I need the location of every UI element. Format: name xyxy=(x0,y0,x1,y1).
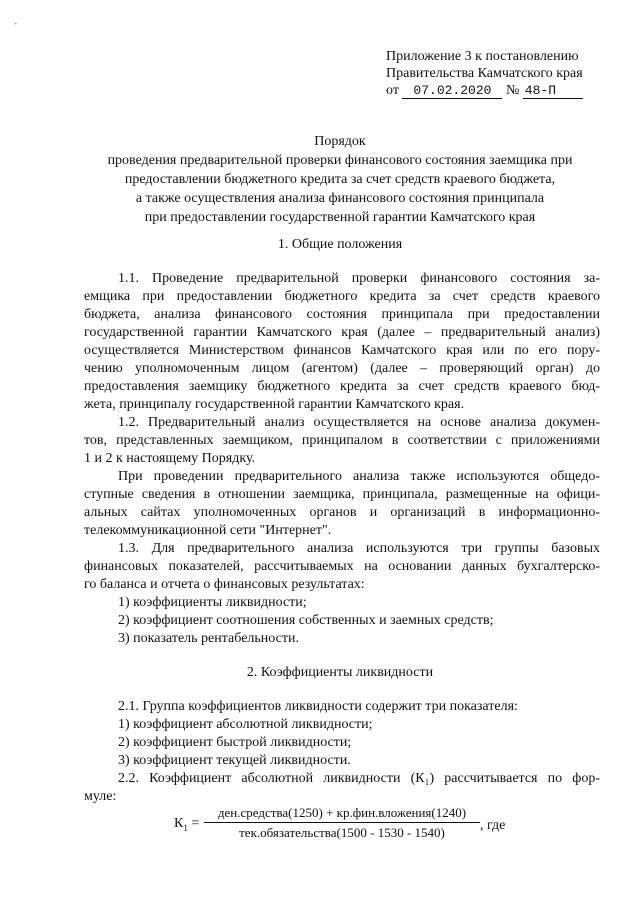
text-line: 1.1. Проведение предварительной проверки финансового состояния за- xyxy=(118,271,600,286)
text-line: 1 и 2 к настоящему Порядку. xyxy=(84,451,256,466)
from-label: от xyxy=(386,83,399,98)
paragraph-1-3 xyxy=(84,540,600,594)
section-2-intro: 2.1. Группа коэффициентов ликвидности содержит три показателя: xyxy=(118,699,518,714)
list-item: 3) коэффициент текущей ликвидности. xyxy=(118,753,351,768)
text-line: ступные сведения в отношении заемщика, принципала, размещенные на офици- xyxy=(84,487,600,502)
list-item: 2) коэффициент соотношения собственных и заемных средств; xyxy=(118,613,494,628)
formula-lhs xyxy=(174,816,199,833)
appendix-line-3 xyxy=(386,82,583,99)
paragraph-1-2 xyxy=(84,414,600,468)
title-line-2: проведения предварительной проверки финансового состояния заемщика при xyxy=(107,153,573,168)
text-line: предоставления заемщику бюджетного кредита за счет средств краевого бюд- xyxy=(84,379,600,394)
appendix-line-2: Правительства Камчатского края xyxy=(386,66,583,81)
resolution-number: 48-П xyxy=(523,83,583,99)
text-line: государственной гарантии Камчатского края (далее – предварительный анализ) xyxy=(84,325,600,340)
resolution-date: 07.02.2020 xyxy=(402,83,502,99)
number-label: № xyxy=(505,83,520,98)
text-line: бюджета, анализа финансового состояния принципала при предоставлении xyxy=(84,307,600,322)
list-item: 1) коэффициенты ликвидности; xyxy=(118,595,307,610)
fraction-bar xyxy=(204,822,480,823)
formula-symbol: К xyxy=(174,816,184,831)
text-line: При проведении предварительного анализа также используются общедо- xyxy=(118,469,600,484)
formula-equals: = xyxy=(191,816,200,831)
title-line-4: а также осуществления анализа финансового состояния принципала xyxy=(135,191,545,206)
formula-numerator: ден.средства(1250) + кр.фин.вложения(1240) xyxy=(217,805,467,820)
formula-fraction xyxy=(204,804,480,841)
text-line: го баланса и отчета о финансовых результатах: xyxy=(84,577,365,592)
appendix-block xyxy=(386,48,583,99)
title-line-1: Порядок xyxy=(314,134,366,149)
formula-subscript: 1 xyxy=(183,822,188,833)
title-line-3: предоставлении бюджетного кредита за счет средств краевого бюджета, xyxy=(124,172,556,187)
text-line: жета, принципалу государственной гарантии Камчатского края. xyxy=(84,397,465,412)
text-line: телекоммуникационной сети "Интернет". xyxy=(84,523,332,538)
paragraph-2-2 xyxy=(84,770,600,806)
appendix-line-1: Приложение 3 к постановлению xyxy=(386,49,579,64)
text-line: чению уполномоченным лицом (агентом) (далее – проверяющий орган) до xyxy=(84,361,600,376)
paragraph-1-1 xyxy=(84,270,600,414)
text-line: 1.2. Предварительный анализ осуществляется на основе анализа докумен- xyxy=(118,415,600,430)
text-line: 2.2. Коэффициент абсолютной ликвидности (К₁) рассчитывается по фор- xyxy=(118,771,600,786)
formula-tail: , где xyxy=(480,818,506,833)
section-1-heading: 1. Общие положения xyxy=(277,237,403,252)
text-line: емщика при предоставлении бюджетного кредита за счет средств краевого xyxy=(84,289,600,304)
text-line: 1.3. Для предварительного анализа используются три группы базовых xyxy=(118,541,600,556)
text-line: муле: xyxy=(84,789,117,804)
document-title xyxy=(70,132,610,227)
corner-mark: - xyxy=(14,18,17,28)
list-item: 2) коэффициент быстрой ликвидности; xyxy=(118,735,352,750)
formula-denominator: тек.обязательства(1500 - 1530 - 1540) xyxy=(239,825,445,840)
list-item: 1) коэффициент абсолютной ликвидности; xyxy=(118,717,373,732)
text-line: осуществляется Министерством финансов Камчатского края или по его пору- xyxy=(84,343,600,358)
text-line: альных сайтах уполномоченных органов и организаций в информационно- xyxy=(84,505,600,520)
title-line-5: при предоставлении государственной гарантии Камчатского края xyxy=(144,210,536,225)
text-line: тов, представленных заемщиком, принципалом в соответствии с приложениями xyxy=(84,433,600,448)
section-2-heading: 2. Коэффициенты ликвидности xyxy=(246,665,434,680)
list-item: 3) показатель рентабельности. xyxy=(118,631,299,646)
text-line: финансовых показателей, рассчитываемых на основании данных бухгалтерско- xyxy=(84,559,600,574)
paragraph-1-2-extra xyxy=(84,468,600,540)
